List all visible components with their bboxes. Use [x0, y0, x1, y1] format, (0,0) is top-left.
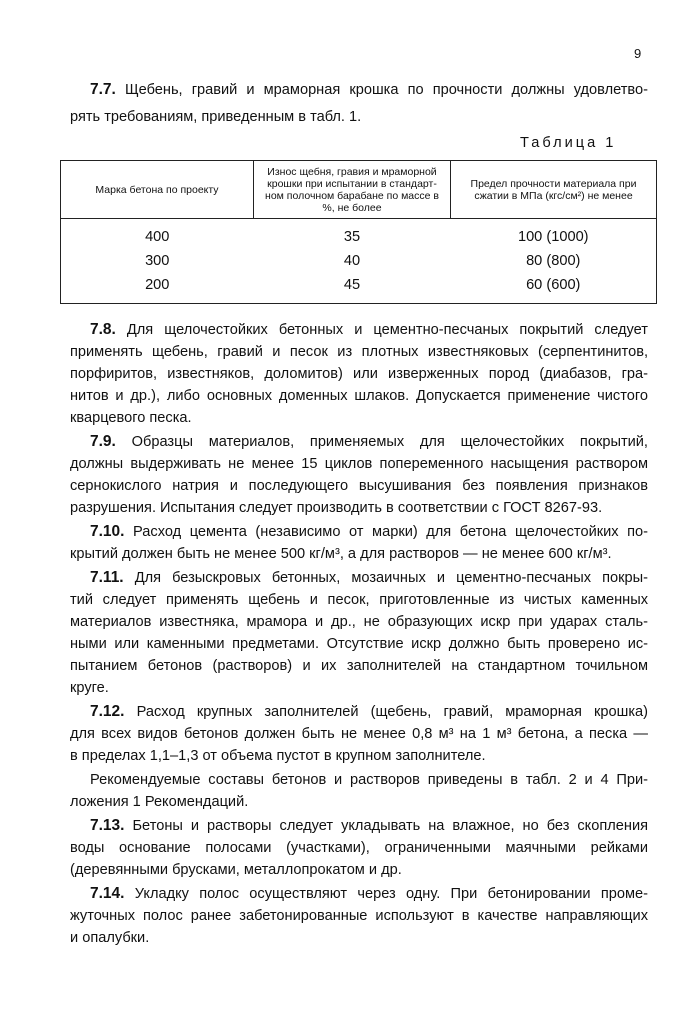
- text-line: [70, 543, 648, 565]
- text-line: [70, 567, 648, 589]
- paragraph: [70, 567, 648, 699]
- clause-number: 7.10.: [90, 523, 125, 540]
- text-line: [70, 769, 648, 791]
- line-text: нитов и др.), либо основных доменных шлаков. Допускается применение чистого: [70, 388, 648, 404]
- text-line: [70, 319, 648, 341]
- text-line: [70, 927, 648, 949]
- table-header-row: [61, 161, 657, 219]
- text-line: [70, 633, 648, 655]
- text-line: [70, 453, 648, 475]
- line-text: в пределах 1,1–1,3 от объема пустот в крупном заполнителе.: [70, 748, 486, 764]
- paragraph-7-7: [70, 79, 648, 128]
- text-line: [70, 385, 648, 407]
- text-line: [70, 589, 648, 611]
- line-text: разрушения. Испытания следует производить в соответствии с ГОСТ 8267-93.: [70, 500, 603, 516]
- table-cell: 80 (800): [526, 253, 581, 269]
- clause-number: 7.12.: [90, 703, 125, 720]
- line-text: Образцы материалов, применяемых для щелочестойких покрытий,: [131, 434, 648, 450]
- line-text: применять щебень, гравий и песок из плотных известняковых (серпентинитов,: [70, 344, 648, 360]
- line-text: должны выдерживать не менее 15 циклов попеременного насыщения раствором: [70, 456, 648, 472]
- table-row: [61, 219, 657, 250]
- table-cell: 400: [145, 229, 170, 245]
- table-row: [61, 249, 657, 273]
- page-number: 9: [634, 46, 642, 61]
- text-line: [70, 883, 648, 905]
- text-line: [70, 407, 648, 429]
- table-header: Износ щебня, гравия и мраморной крошки при испытании в стандарт-ном полочном барабане по массе в %, не более: [254, 161, 451, 219]
- clause-number: 7.7.: [90, 81, 116, 98]
- clause-number: 7.13.: [90, 817, 125, 834]
- paragraph: [70, 521, 648, 565]
- text-line: [70, 431, 648, 453]
- text-line: [70, 363, 648, 385]
- table-cell: 300: [145, 253, 170, 269]
- text-line: [70, 859, 648, 881]
- clause-number: 7.11.: [90, 569, 124, 586]
- clause-number: 7.14.: [90, 885, 125, 902]
- text-line: [70, 677, 648, 699]
- table-cell: 60 (600): [526, 277, 581, 293]
- clause-number: 7.9.: [90, 433, 116, 450]
- text-line: [70, 655, 648, 677]
- table-row: [61, 273, 657, 304]
- table-cell: 200: [145, 277, 170, 293]
- text-line: [70, 905, 648, 927]
- line-text: пытанием бетонов (растворов) и их заполнителей на стандартном точильном: [70, 658, 648, 674]
- text-line: [70, 611, 648, 633]
- line-text: порфиритов, известняков, доломитов) или изверженных пород (диабазов, гра-: [70, 366, 648, 382]
- body-text: [70, 319, 648, 951]
- text-line: [70, 341, 648, 363]
- paragraph: [70, 815, 648, 881]
- table-cell: 45: [343, 277, 361, 293]
- line-text: Для безыскровых бетонных, мозаичных и цементно-песчаных покры-: [134, 570, 648, 586]
- paragraph: [70, 883, 648, 949]
- table-cell: 40: [343, 253, 361, 269]
- line-text: Укладку полос осуществляют через одну. При бетонировании проме-: [134, 886, 648, 902]
- line-text: ложения 1 Рекомендаций.: [70, 794, 249, 810]
- text-line: [70, 791, 648, 813]
- line-text: для всех видов бетонов должен быть не менее 0,8 м³ на 1 м³ бетона, а песка —: [70, 726, 648, 742]
- line-text: (деревянными брусками, металлопрокатом и др.: [70, 862, 402, 878]
- line-text: материалов известняка, мрамора и др., не образующих искр при ударах сталь-: [70, 614, 648, 630]
- line-text: тий следует применять щебень и песок, приготовленные из чистых каменных: [70, 592, 648, 608]
- text-line: рять требованиям, приведенным в табл. 1.: [70, 109, 362, 125]
- text-line: [70, 723, 648, 745]
- line-text: Рекомендуемые составы бетонов и растворов приведены в табл. 2 и 4 При-: [90, 772, 648, 788]
- text-line: [70, 701, 648, 723]
- line-text: Расход крупных заполнителей (щебень, гравий, мраморная крошка): [136, 704, 648, 720]
- table-1: [60, 160, 657, 304]
- text-line: Щебень, гравий и мраморная крошка по прочности должны удовлетво-: [124, 82, 648, 98]
- line-text: и опалубки.: [70, 930, 150, 946]
- paragraph: [70, 701, 648, 767]
- line-text: круге.: [70, 680, 109, 696]
- table-cell: 100 (1000): [517, 229, 589, 245]
- text-line: [70, 745, 648, 767]
- line-text: ными или каменными предметами. Отсутствие искр должно быть проверено ис-: [70, 636, 648, 652]
- text-line: [70, 521, 648, 543]
- table-caption: Таблица 1: [520, 135, 617, 151]
- line-text: Для щелочестойких бетонных и цементно-песчаных покрытий следует: [126, 322, 648, 338]
- paragraph: [70, 769, 648, 813]
- paragraph: [70, 319, 648, 429]
- line-text: крытий должен быть не менее 500 кг/м³, а для растворов — не менее 600 кг/м³.: [70, 546, 612, 562]
- line-text: жуточных полос ранее забетонированные используют в качестве направляющих: [70, 908, 648, 924]
- line-text: Расход цемента (независимо от марки) для бетона щелочестойких по-: [133, 524, 648, 540]
- table-cell: 35: [343, 229, 361, 245]
- paragraph: [70, 431, 648, 519]
- text-line: [70, 497, 648, 519]
- text-line: [70, 815, 648, 837]
- line-text: кварцевого песка.: [70, 410, 192, 426]
- line-text: воды основание полосами (участками), ограниченными маячными рейками: [70, 840, 648, 856]
- line-text: сернокислого натрия и последующего высушивания без появления признаков: [70, 478, 648, 494]
- text-line: [70, 475, 648, 497]
- text-line: [70, 837, 648, 859]
- line-text: Бетоны и растворы следует укладывать на влажное, но без скопления: [132, 818, 648, 834]
- table-header: Марка бетона по проекту: [61, 161, 254, 219]
- clause-number: 7.8.: [90, 321, 116, 338]
- table-header: Предел прочности материала при сжатии в МПа (кгс/см²) не менее: [451, 161, 657, 219]
